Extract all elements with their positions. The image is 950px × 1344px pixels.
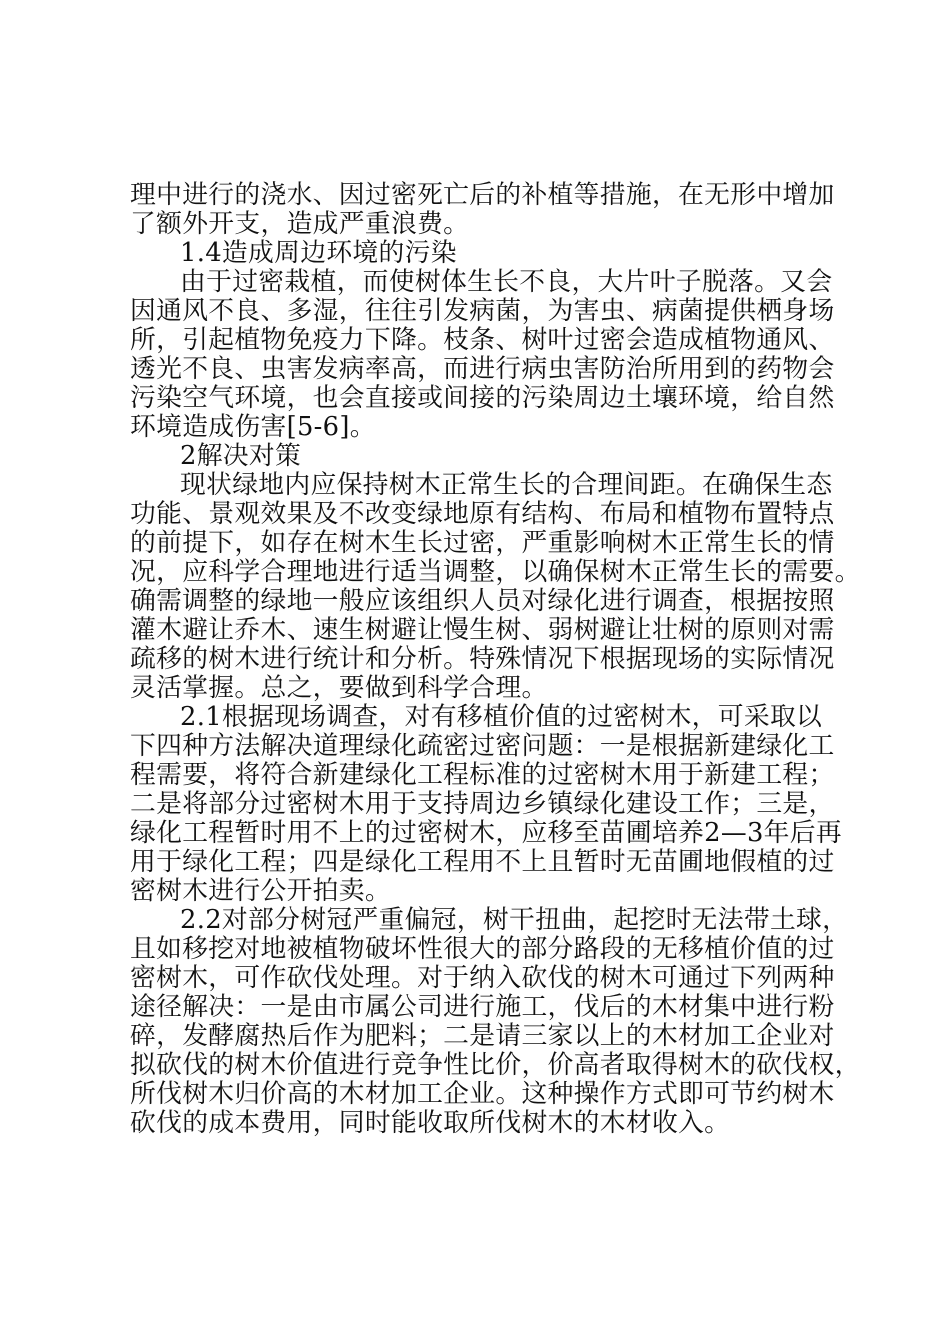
text-line: 况，应科学合理地进行适当调整，以确保树木正常生长的需要。 — [130, 557, 861, 587]
text-line: 疏移的树木进行统计和分析。特殊情况下根据现场的实际情况 — [130, 644, 835, 674]
text-line: 了额外开支，造成严重浪费。 — [130, 209, 470, 239]
text-line: 绿化工程暂时用不上的过密树木，应移至苗圃培养2—3年后再 — [130, 818, 842, 848]
text-line: 砍伐的成本费用，同时能收取所伐树木的木材收入。 — [130, 1108, 731, 1138]
paragraph-first-line: 2.2对部分树冠严重偏冠，树干扭曲，起挖时无法带土球， — [180, 905, 849, 935]
paragraph-first-line: 由于过密栽植，而使树体生长不良，大片叶子脱落。又会 — [180, 267, 833, 297]
paragraph-first-line: 2.1根据现场调查，对有移植价值的过密树木，可采取以 — [180, 702, 823, 732]
text-line: 透光不良、虫害发病率高，而进行病虫害防治所用到的药物会 — [130, 354, 835, 384]
text-line: 二是将部分过密树木用于支持周边乡镇绿化建设工作；三是， — [130, 789, 835, 819]
text-line: 所伐树木归价高的木材加工企业。这种操作方式即可节约树木 — [130, 1079, 835, 1109]
text-line: 密树木，可作砍伐处理。对于纳入砍伐的树木可通过下列两种 — [130, 963, 835, 993]
text-line: 用于绿化工程；四是绿化工程用不上且暂时无苗圃地假植的过 — [130, 847, 835, 877]
paragraph-first-line: 现状绿地内应保持树木正常生长的合理间距。在确保生态 — [180, 470, 833, 500]
text-line: 途径解决：一是由市属公司进行施工，伐后的木材集中进行粉 — [130, 992, 835, 1022]
text-line: 功能、景观效果及不改变绿地原有结构、布局和植物布置特点 — [130, 499, 835, 529]
text-line: 密树木进行公开拍卖。 — [130, 876, 391, 906]
text-line: 理中进行的浇水、因过密死亡后的补植等措施，在无形中增加 — [130, 180, 835, 210]
text-line: 因通风不良、多湿，往往引发病菌，为害虫、病菌提供栖身场 — [130, 296, 835, 326]
section-heading: 1.4造成周边环境的污染 — [180, 238, 457, 268]
text-line: 灵活掌握。总之，要做到科学合理。 — [130, 673, 548, 703]
text-line: 拟砍伐的树木价值进行竞争性比价，价高者取得树木的砍伐权， — [130, 1050, 861, 1080]
text-line: 下四种方法解决道理绿化疏密过密问题：一是根据新建绿化工 — [130, 731, 835, 761]
text-line: 的前提下，如存在树木生长过密，严重影响树木正常生长的情 — [130, 528, 835, 558]
text-line: 碎，发酵腐热后作为肥料；二是请三家以上的木材加工企业对 — [130, 1021, 835, 1051]
text-line: 程需要，将符合新建绿化工程标准的过密树木用于新建工程； — [130, 760, 835, 790]
text-line: 且如移挖对地被植物破坏性很大的部分路段的无移植价值的过 — [130, 934, 835, 964]
text-line: 污染空气环境，也会直接或间接的污染周边土壤环境，给自然 — [130, 383, 835, 413]
text-line: 确需调整的绿地一般应该组织人员对绿化进行调查，根据按照 — [130, 586, 835, 616]
text-line: 环境造成伤害[5-6]。 — [130, 412, 376, 442]
text-line: 所，引起植物免疫力下降。枝条、树叶过密会造成植物通风、 — [130, 325, 835, 355]
section-heading: 2解决对策 — [180, 441, 302, 471]
text-line: 灌木避让乔木、速生树避让慢生树、弱树避让壮树的原则对需 — [130, 615, 835, 645]
